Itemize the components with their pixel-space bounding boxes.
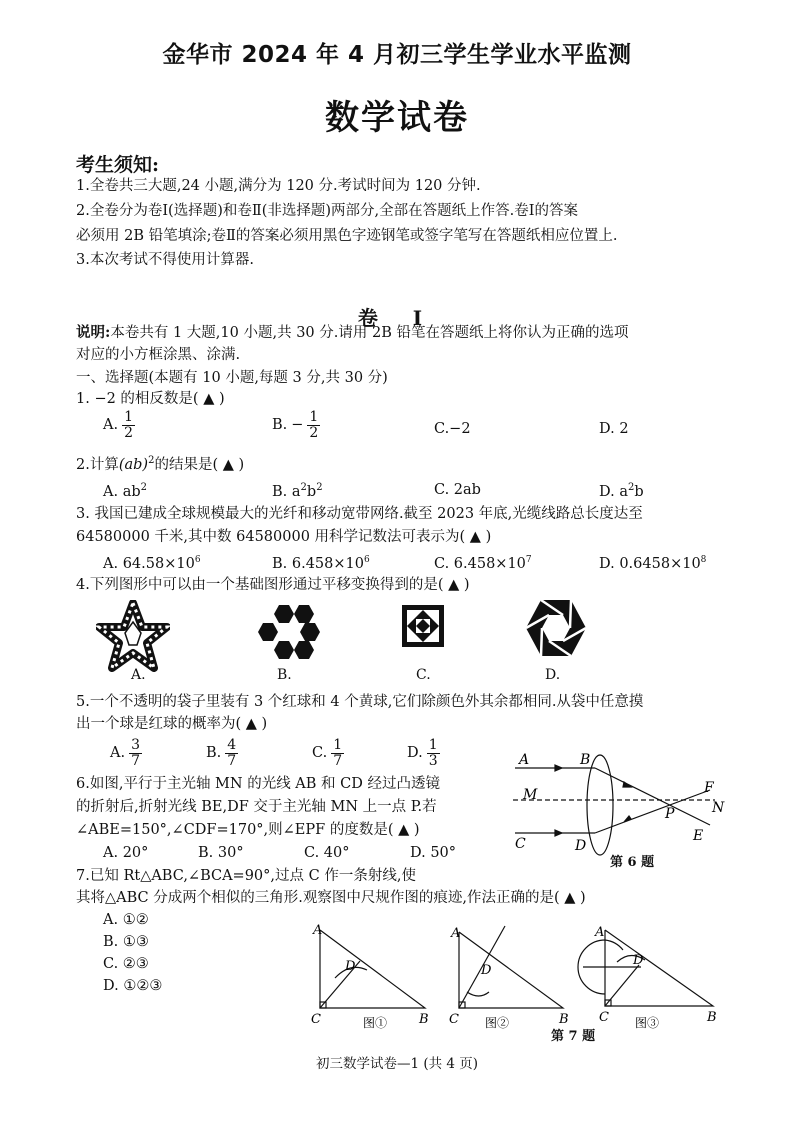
q6-label-f: F (704, 780, 714, 796)
q6-label-m: M (523, 787, 538, 803)
exam-subtitle: 数学试卷 (325, 98, 469, 138)
q6-line3: ∠ABE=150°,∠CDF=170°,则∠EPF 的度数是( ▲ ) (76, 822, 420, 838)
q6-label-a: A (519, 752, 530, 768)
notice-item-3: 3.本次考试不得使用计算器. (76, 252, 254, 268)
q3-a-exp: 6 (194, 555, 201, 565)
q6-option-b: B. 30° (198, 845, 244, 861)
q1-a-fraction (122, 410, 135, 440)
q1-option-b (272, 410, 320, 440)
q7-f2-b: B (559, 1012, 569, 1027)
q5-a-label: A. (110, 745, 126, 762)
q7-line1: 7.已知 Rt△ABC,∠BCA=90°,过点 C 作一条射线,使 (76, 868, 416, 884)
notice-item-2-cont: 必须用 2B 铅笔填涂;卷Ⅱ的答案必须用黑色字迹钢笔或签字笔写在答题纸相应位置上. (76, 228, 618, 244)
q1-a-num: 1 (124, 409, 134, 425)
q2-d-post: b (634, 483, 644, 500)
q3-option-a (103, 555, 201, 573)
q3-b-text: B. 6.458×10 (272, 555, 364, 572)
q4-stem: 4.下列图形中可以由一个基础图形通过平移变换得到的是( ▲ ) (76, 577, 470, 593)
q7-f1-b: B (419, 1012, 429, 1027)
q7-f3-c: C (599, 1010, 609, 1025)
q7-f3-b: B (707, 1010, 717, 1025)
q3-line1: 3. 我国已建成全球规模最大的光纤和移动宽带网络.截至 2023 年底,光缆线路总长度达至 (76, 506, 643, 522)
q5-c-fraction (331, 738, 344, 768)
q6-label-p: P (665, 806, 675, 822)
q5-option-c (312, 738, 344, 768)
q5-c-label: C. (312, 745, 328, 762)
q4-figure-b-hexagons-icon (256, 603, 322, 661)
notice-heading: 考生须知: (76, 154, 160, 176)
q7-f3-caption: 图③ (635, 1016, 660, 1030)
q3-d-exp: 8 (700, 555, 707, 565)
q5-a-den: 7 (131, 752, 141, 769)
q5-option-d (407, 738, 440, 768)
volume-note (76, 324, 628, 342)
q2-option-b (272, 482, 323, 501)
q7-f1-a: A (313, 923, 323, 938)
q2-b-exp1: 2 (300, 482, 307, 493)
q4-label-d: D. (545, 667, 561, 683)
volume-note-line1: 本卷共有 1 大题,10 小题,共 30 分.请用 2B 铅笔在答题纸上将你认为正确的选项 (110, 325, 629, 341)
q5-b-label: B. (206, 745, 222, 762)
q1-b-num: 1 (309, 409, 319, 425)
q6-label-b: B (580, 752, 591, 768)
q5-c-num: 1 (333, 737, 343, 753)
q7-f3-a: A (595, 925, 605, 940)
q5-c-den: 7 (333, 752, 343, 769)
q3-option-c (434, 555, 532, 573)
q2-option-c: C. 2ab (434, 482, 481, 498)
volume-note-line2: 对应的小方框涂黑、涂满. (76, 347, 241, 363)
q3-b-exp: 6 (363, 555, 370, 565)
volume-title: 卷 Ⅰ (357, 306, 437, 330)
q3-line2: 64580000 千米,其中数 64580000 用科学记数法可表示为( ▲ ) (76, 529, 492, 545)
q5-d-den: 3 (428, 752, 438, 769)
q4-figure-d-aperture-icon (524, 598, 588, 658)
q5-a-num: 3 (131, 737, 141, 753)
q1-option-d: D. 2 (599, 421, 629, 437)
q2-stem (76, 455, 244, 474)
q4-figure-a-star-icon (96, 600, 170, 672)
q6-label-d: D (575, 838, 587, 854)
q4-label-a: A. (131, 667, 146, 683)
q1-a-label: A. (103, 417, 119, 434)
q7-figure-caption: 第 7 题 (551, 1029, 596, 1044)
q3-c-exp: 7 (525, 555, 532, 565)
q3-option-d (599, 555, 706, 573)
q6-line2: 的折射后,折射光线 BE,DF 交于主光轴 MN 上一点 P.若 (76, 799, 437, 815)
q1-stem: 1. −2 的相反数是( ▲ ) (76, 391, 225, 407)
q6-option-a: A. 20° (103, 845, 149, 861)
q2-d-text: D. a (599, 483, 628, 500)
notice-item-2: 2.全卷分为卷Ⅰ(选择题)和卷Ⅱ(非选择题)两部分,全部在答题纸上作答.卷Ⅰ的答案 (76, 203, 578, 219)
section-heading: 一、选择题(本题有 10 小题,每题 3 分,共 30 分) (76, 370, 388, 386)
q7-f1-d: D (345, 959, 356, 974)
q6-lens-figure (505, 750, 730, 865)
q2-d-exp: 2 (627, 482, 635, 493)
q7-f2-caption: 图② (485, 1016, 510, 1030)
q1-b-fraction (307, 410, 320, 440)
q5-a-fraction (129, 738, 142, 768)
q7-option-c: C. ②③ (103, 956, 149, 972)
q6-label-n: N (712, 800, 725, 816)
q6-option-d: D. 50° (410, 845, 457, 861)
q2-b-mid: b (306, 483, 317, 500)
q5-line2: 出一个球是红球的概率为( ▲ ) (76, 716, 268, 732)
q5-b-den: 7 (227, 752, 237, 769)
q1-b-den: 2 (309, 424, 319, 441)
q7-option-a: A. ①② (103, 912, 149, 928)
q2-stem-pre: 2.计算 (76, 456, 119, 473)
q3-c-text: C. 6.458×10 (434, 555, 526, 572)
volume-note-label: 说明: (76, 324, 111, 341)
q1-a-den: 2 (124, 424, 134, 441)
exam-title: 金华市 2024 年 4 月初三学生学业水平监测 (162, 42, 632, 68)
q7-f1-caption: 图① (363, 1016, 388, 1030)
q6-line1: 6.如图,平行于主光轴 MN 的光线 AB 和 CD 经过凸透镜 (76, 776, 440, 792)
q2-stem-exp: 2 (148, 455, 155, 466)
q5-d-label: D. (407, 745, 423, 762)
q7-f2-c: C (449, 1012, 459, 1027)
q2-option-d (599, 482, 644, 501)
q5-option-b (206, 738, 238, 768)
q7-f3-d: D (633, 953, 644, 968)
q5-d-fraction (427, 738, 440, 768)
q7-figure-2 (445, 920, 580, 1030)
q5-option-a (110, 738, 142, 768)
q4-figure-c-square-icon (400, 603, 446, 649)
q7-option-b: B. ①③ (103, 934, 149, 950)
q1-b-sign: − (291, 417, 304, 434)
q7-f1-c: C (311, 1012, 321, 1027)
q3-a-text: A. 64.58×10 (103, 555, 195, 572)
q5-b-num: 4 (227, 737, 237, 753)
q7-f2-d: D (481, 963, 492, 978)
q3-option-b (272, 555, 370, 573)
q5-b-fraction (225, 738, 238, 768)
q6-option-c: C. 40° (304, 845, 350, 861)
q4-label-c: C. (416, 667, 431, 683)
q7-option-d: D. ①②③ (103, 978, 163, 994)
q3-d-text: D. 0.6458×10 (599, 555, 701, 572)
q2-b-text: B. a (272, 483, 301, 500)
q6-figure-caption: 第 6 题 (610, 855, 655, 870)
q2-a-text: A. ab (103, 483, 141, 500)
q7-figure-3 (575, 920, 725, 1030)
notice-item-1: 1.全卷共三大题,24 小题,满分为 120 分.考试时间为 120 分钟. (76, 178, 481, 194)
q5-d-num: 1 (428, 737, 438, 753)
q2-stem-expr: (ab) (118, 456, 149, 473)
q4-label-b: B. (277, 667, 292, 683)
q2-stem-post: 的结果是( ▲ ) (154, 456, 245, 473)
q6-label-c: C (515, 836, 526, 852)
q2-a-exp: 2 (140, 482, 147, 493)
q2-option-a (103, 482, 147, 501)
q2-b-exp2: 2 (316, 482, 323, 493)
q1-option-a (103, 410, 135, 440)
q1-b-label: B. (272, 417, 288, 434)
q7-figure-1 (305, 920, 445, 1030)
q6-label-e: E (693, 828, 704, 844)
page-footer: 初三数学试卷—1 (共 4 页) (315, 1056, 479, 1072)
q1-option-c: C.−2 (434, 421, 471, 437)
q7-line2: 其将△ABC 分成两个相似的三角形.观察图中尺规作图的痕迹,作法正确的是( ▲ ) (76, 890, 586, 906)
q7-f2-a: A (451, 926, 461, 941)
q5-line1: 5.一个不透明的袋子里装有 3 个红球和 4 个黄球,它们除颜色外其余都相同.从袋中任意摸 (76, 694, 644, 710)
